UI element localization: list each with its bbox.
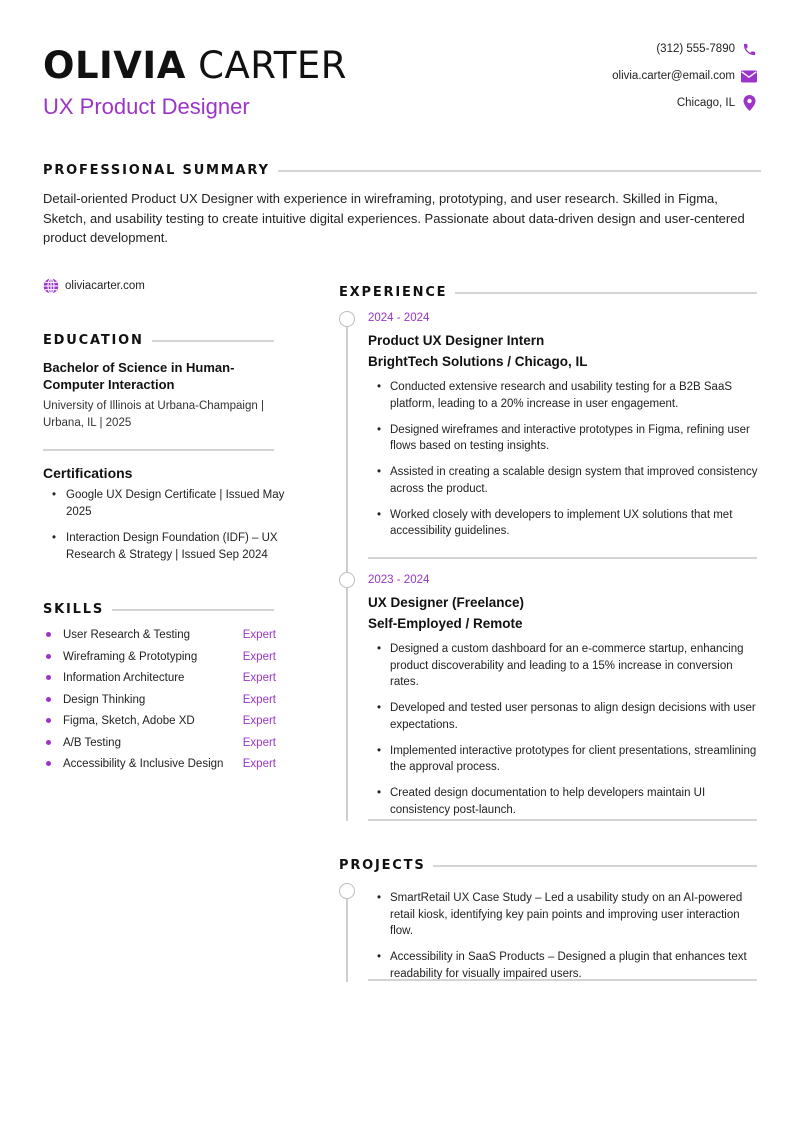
job-company: Self-Employed / Remote xyxy=(368,616,523,631)
projects-heading: PROJECTS xyxy=(339,858,426,873)
skill-item xyxy=(46,735,276,751)
skills-section-header xyxy=(43,602,274,617)
bullet-dot-icon xyxy=(46,718,51,723)
map-pin-icon xyxy=(741,95,757,111)
projects-timeline xyxy=(346,892,348,982)
skill-level: Expert xyxy=(242,693,276,706)
bullet-dot-icon xyxy=(46,675,51,680)
education-section-header xyxy=(43,333,274,348)
education-divider xyxy=(43,449,274,451)
section-rule xyxy=(278,170,761,172)
phone-text[interactable]: (312) 555-7890 xyxy=(656,43,735,55)
skill-name: A/B Testing xyxy=(63,736,121,749)
skill-level: Expert xyxy=(242,715,276,727)
timeline-node-icon xyxy=(339,311,355,327)
globe-icon xyxy=(43,278,59,294)
skill-level: Expert xyxy=(242,758,276,770)
education-school: University of Illinois at Urbana-Champaign | Urbana, IL | 2025 xyxy=(43,400,264,429)
job-bullet: • Implemented interactive prototypes for client presentations, streamlining the approval process. xyxy=(377,743,761,776)
bullet-dot-icon xyxy=(46,697,51,702)
job-bullet: • Designed wireframes and interactive prototypes in Figma, refining user flows based on testing insights. xyxy=(377,422,761,455)
timeline-node-icon xyxy=(339,572,355,588)
education-heading: EDUCATION xyxy=(43,333,144,348)
job-title-headline: UX Product Designer xyxy=(43,94,250,119)
projects-divider xyxy=(368,979,757,981)
bullet-dot-icon xyxy=(46,654,51,659)
contact-email xyxy=(612,67,757,85)
summary-text: Detail-oriented Product UX Designer with experience in wireframing, prototyping, and user research. Skilled in Figma, Sketch, and usability testing to create intuitive digital experiences. Passionate about data-driven design and user-centered product development. xyxy=(43,191,745,245)
website-link[interactable] xyxy=(43,278,145,294)
skill-name: Design Thinking xyxy=(63,693,146,706)
candidate-name xyxy=(43,44,347,88)
phone-icon xyxy=(741,41,757,57)
skill-item xyxy=(46,756,276,772)
skill-level: Expert xyxy=(242,629,276,641)
projects-section-header xyxy=(339,858,757,873)
skill-name: Wireframing & Prototyping xyxy=(63,650,198,663)
last-name: CARTER xyxy=(198,44,347,87)
section-rule xyxy=(112,609,274,611)
skill-name: Figma, Sketch, Adobe XD xyxy=(63,715,195,727)
certification-item: • Google UX Design Certificate | Issued May 2025 xyxy=(52,487,287,520)
job-title: Product UX Designer Intern xyxy=(368,333,545,348)
envelope-icon xyxy=(741,68,757,84)
certifications-heading: Certifications xyxy=(43,465,133,481)
experience-timeline xyxy=(346,318,348,821)
section-rule xyxy=(455,292,757,294)
website-text[interactable]: oliviacarter.com xyxy=(65,280,145,292)
skill-name: Information Architecture xyxy=(63,672,185,684)
location-text: Chicago, IL xyxy=(676,97,735,109)
bullet-dot-icon xyxy=(46,632,51,637)
section-rule xyxy=(152,340,274,342)
skill-item xyxy=(46,649,276,665)
job-bullet: • Developed and tested user personas to align design decisions with user expectations. xyxy=(377,700,761,733)
experience-heading: EXPERIENCE xyxy=(339,285,448,300)
skill-name: Accessibility & Inclusive Design xyxy=(63,758,224,770)
job-bullet: • Created design documentation to help developers maintain UI consistency post-launch. xyxy=(377,785,761,818)
skill-item xyxy=(46,713,276,729)
job-bullets xyxy=(377,379,761,549)
skill-item xyxy=(46,670,276,686)
job-bullet: • Designed a custom dashboard for an e-commerce startup, enhancing product discoverability and leading to a 15% increase in conversion rates. xyxy=(377,641,761,691)
project-bullets xyxy=(377,890,761,992)
job-bullet: • Worked closely with developers to implement UX solutions that met accessibility guidelines. xyxy=(377,507,761,540)
job-dates: 2024 - 2024 xyxy=(368,312,430,324)
job-dates: 2023 - 2024 xyxy=(368,574,430,586)
experience-section-header xyxy=(339,285,757,300)
skill-level: Expert xyxy=(242,650,276,663)
job-company: BrightTech Solutions / Chicago, IL xyxy=(368,354,588,369)
job-bullet: • Conducted extensive research and usability testing for a B2B SaaS platform, leading to a 20% increase in user engagement. xyxy=(377,379,761,412)
job-divider xyxy=(368,819,757,821)
job-title: UX Designer (Freelance) xyxy=(368,595,525,610)
first-name: OLIVIA xyxy=(43,44,186,87)
skill-level: Expert xyxy=(242,672,276,684)
contact-block xyxy=(612,40,757,121)
project-item: • SmartRetail UX Case Study – Led a usability study on an AI-powered retail kiosk, identifying key pain points and improving user interaction flow. xyxy=(377,890,761,940)
bullet-dot-icon xyxy=(46,761,51,766)
education-degree: Bachelor of Science in Human-Computer Interaction xyxy=(43,360,235,392)
skill-level: Expert xyxy=(242,736,276,749)
timeline-node-icon xyxy=(339,883,355,899)
job-bullet: • Assisted in creating a scalable design system that improved consistency across the product. xyxy=(377,464,761,497)
contact-phone xyxy=(612,40,757,58)
job-divider xyxy=(368,557,757,559)
skills-list xyxy=(46,627,276,778)
certifications-list xyxy=(52,487,287,573)
skills-heading: SKILLS xyxy=(43,602,105,617)
email-text[interactable]: olivia.carter@email.com xyxy=(612,70,735,82)
skill-item xyxy=(46,692,276,708)
certification-item: • Interaction Design Foundation (IDF) – UX Research & Strategy | Issued Sep 2024 xyxy=(52,530,287,563)
contact-location xyxy=(612,94,757,112)
skill-name: User Research & Testing xyxy=(63,629,190,641)
summary-heading: PROFESSIONAL SUMMARY xyxy=(43,163,270,178)
skill-item xyxy=(46,627,276,643)
bullet-dot-icon xyxy=(46,740,51,745)
section-rule xyxy=(433,865,757,867)
summary-section-header xyxy=(43,163,761,178)
project-item: • Accessibility in SaaS Products – Designed a plugin that enhances text readability for visually impaired users. xyxy=(377,949,761,982)
job-bullets xyxy=(377,641,761,828)
